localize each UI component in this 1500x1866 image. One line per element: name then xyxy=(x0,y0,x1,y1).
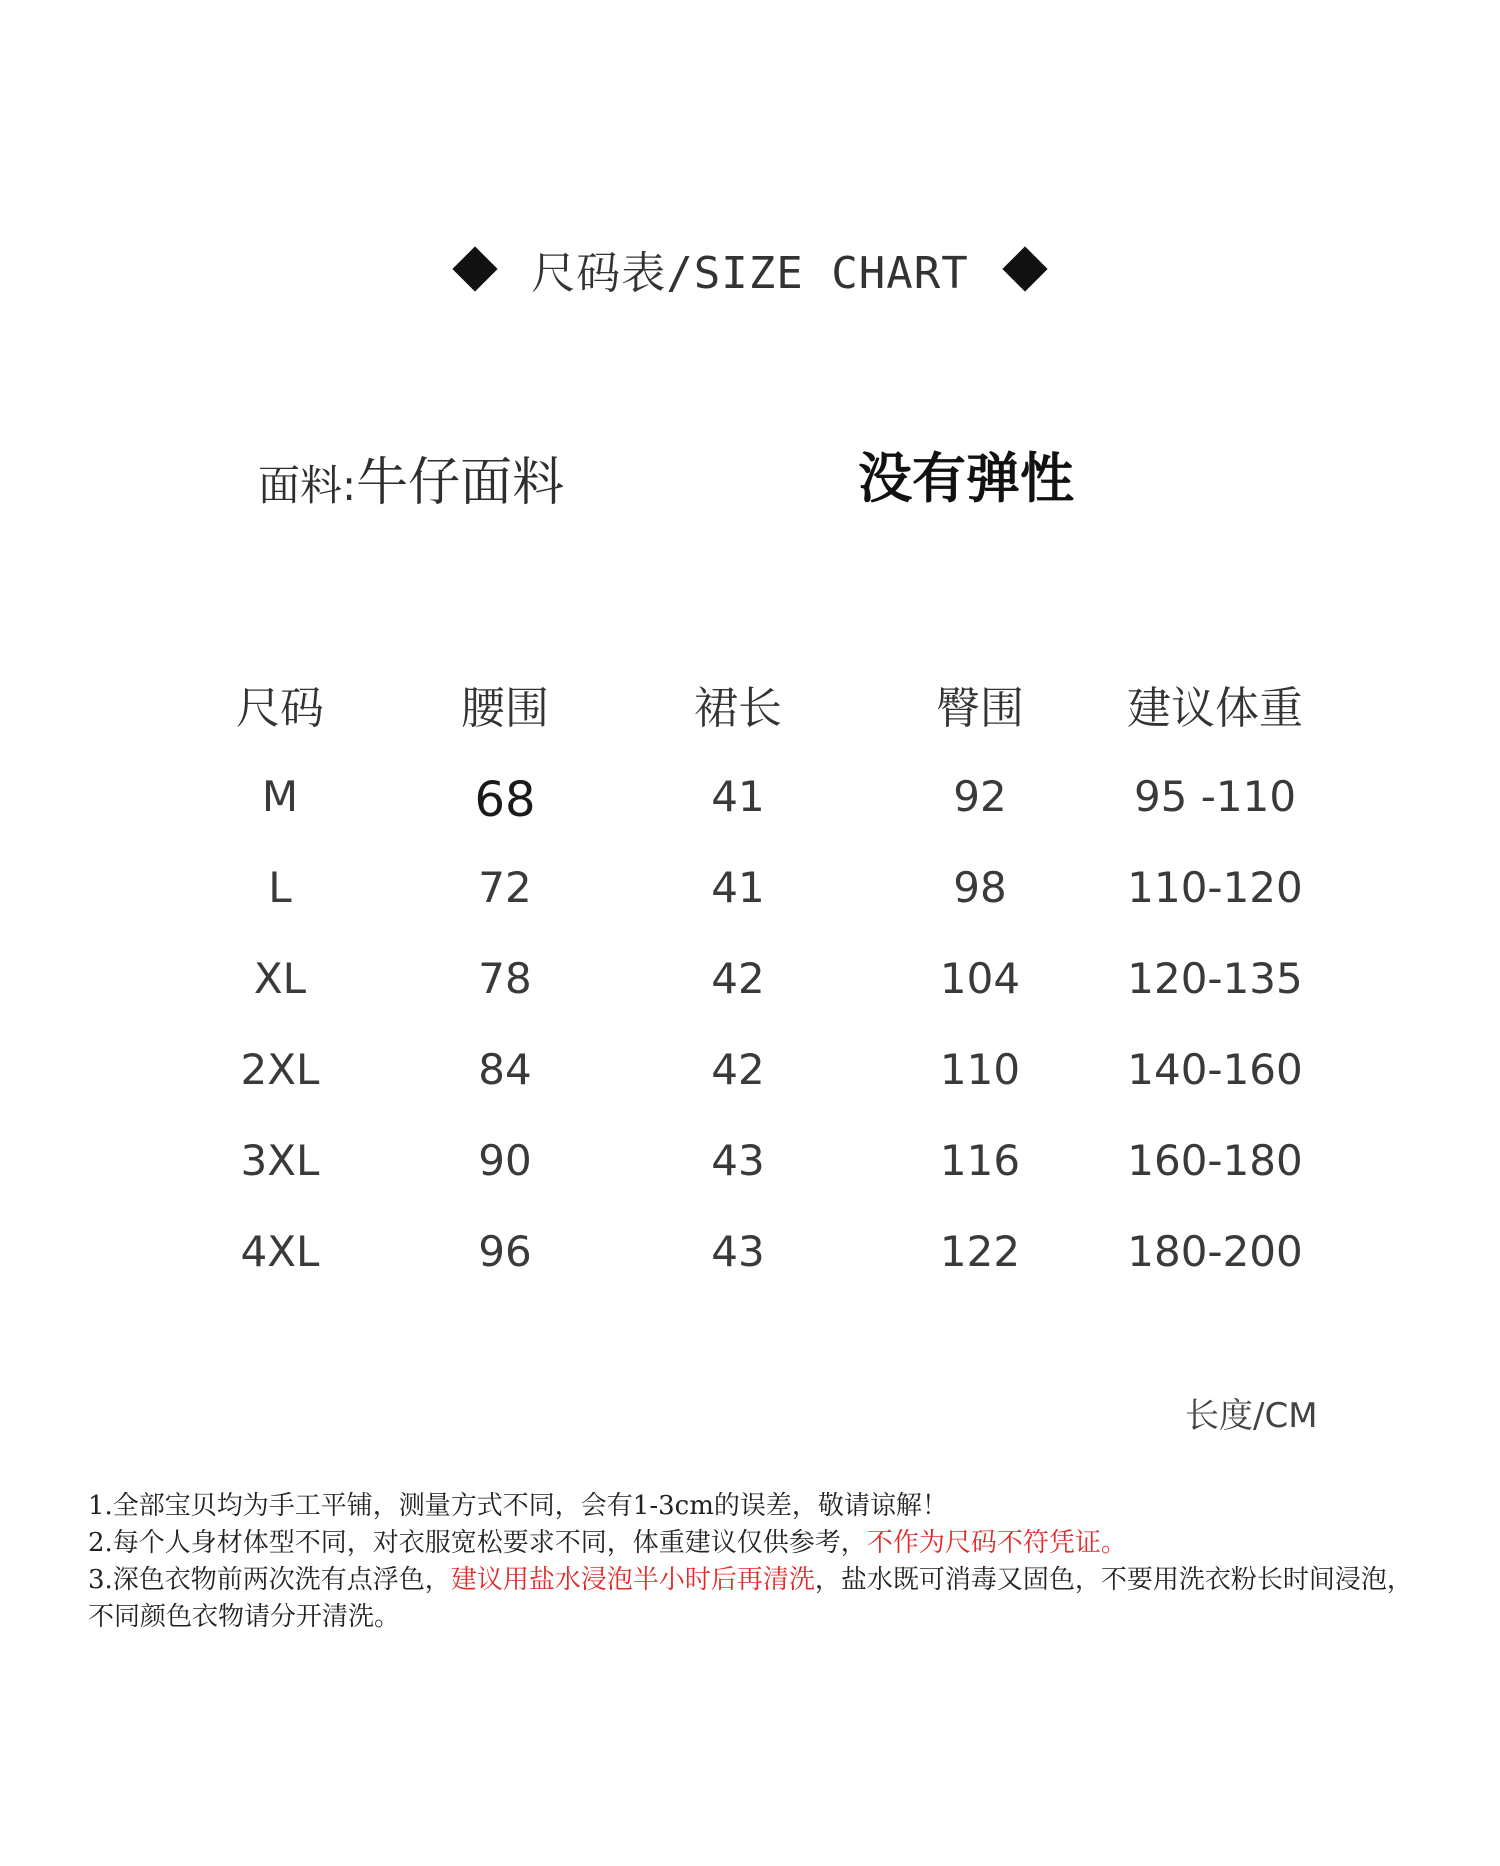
waist-cell: 84 xyxy=(478,1045,532,1094)
weight-cell: 120-135 xyxy=(1127,954,1303,1003)
diamond-icon xyxy=(1002,246,1047,291)
skirt-length-cell: 41 xyxy=(711,863,765,912)
hip-cell: 92 xyxy=(953,772,1007,821)
header-size: 尺码 xyxy=(236,683,324,734)
weight-cell: 140-160 xyxy=(1127,1045,1303,1094)
page-title-row xyxy=(0,226,1500,312)
skirt-length-cell: 41 xyxy=(711,772,765,821)
waist-cell: 72 xyxy=(478,863,532,912)
table-header-row xyxy=(200,672,1350,772)
waist-cell: 90 xyxy=(478,1136,532,1185)
hip-cell: 116 xyxy=(939,1136,1021,1185)
stretch-info: 没有弹性 xyxy=(858,447,1074,510)
table-row xyxy=(200,1136,1350,1227)
notes xyxy=(88,1488,1428,1636)
waist-cell: 68 xyxy=(474,772,536,828)
note-2-text: 2.每个人身材体型不同，对衣服宽松要求不同，体重建议仅供参考， xyxy=(88,1528,867,1558)
header-weight: 建议体重 xyxy=(1127,683,1303,734)
table-row xyxy=(200,863,1350,954)
note-3-highlight: 建议用盐水浸泡半小时后再清洗 xyxy=(450,1565,815,1595)
fabric-info xyxy=(258,440,564,515)
weight-cell: 160-180 xyxy=(1127,1136,1303,1185)
table-row xyxy=(200,954,1350,1045)
size-cell: 4XL xyxy=(240,1227,320,1276)
table-row xyxy=(200,1045,1350,1136)
weight-cell: 95 -110 xyxy=(1133,772,1297,821)
page-title: 尺码表/SIZE CHART xyxy=(531,248,969,299)
size-cell: XL xyxy=(253,954,307,1003)
diamond-icon xyxy=(453,246,498,291)
table-row xyxy=(200,1227,1350,1318)
unit-label: 长度/CM xyxy=(1185,1396,1318,1436)
waist-cell: 96 xyxy=(478,1227,532,1276)
weight-cell: 110-120 xyxy=(1127,863,1303,912)
hip-cell: 98 xyxy=(953,863,1007,912)
fabric-label: 面料: xyxy=(258,461,357,510)
note-2-highlight: 不作为尺码不符凭证。 xyxy=(866,1528,1127,1558)
size-cell: 2XL xyxy=(240,1045,320,1094)
skirt-length-cell: 42 xyxy=(711,1045,765,1094)
fabric-value: 牛仔面料 xyxy=(356,453,565,513)
hip-cell: 122 xyxy=(939,1227,1021,1276)
waist-cell: 78 xyxy=(478,954,532,1003)
note-2 xyxy=(88,1525,1428,1562)
size-table xyxy=(200,672,1350,1318)
size-cell: 3XL xyxy=(240,1136,320,1185)
size-cell: L xyxy=(268,863,292,912)
note-1: 1.全部宝贝均为手工平铺，测量方式不同，会有1-3cm的误差，敬请谅解！ xyxy=(88,1491,948,1521)
table-row xyxy=(200,772,1350,863)
weight-cell: 180-200 xyxy=(1127,1227,1303,1276)
note-3-text-end: ，盐水既可消毒又固色，不要用洗衣粉长时间浸泡，不同颜色衣物请分开清洗。 xyxy=(88,1565,1413,1632)
hip-cell: 110 xyxy=(939,1045,1021,1094)
note-3-text: 3.深色衣物前两次洗有点浮色， xyxy=(88,1565,451,1595)
hip-cell: 104 xyxy=(939,954,1021,1003)
skirt-length-cell: 42 xyxy=(711,954,765,1003)
header-hip: 臀围 xyxy=(936,683,1024,734)
skirt-length-cell: 43 xyxy=(711,1227,765,1276)
skirt-length-cell: 43 xyxy=(711,1136,765,1185)
header-skirt-length: 裙长 xyxy=(694,683,782,734)
note-3 xyxy=(88,1562,1428,1636)
header-waist: 腰围 xyxy=(461,683,549,734)
size-cell: M xyxy=(261,772,299,821)
